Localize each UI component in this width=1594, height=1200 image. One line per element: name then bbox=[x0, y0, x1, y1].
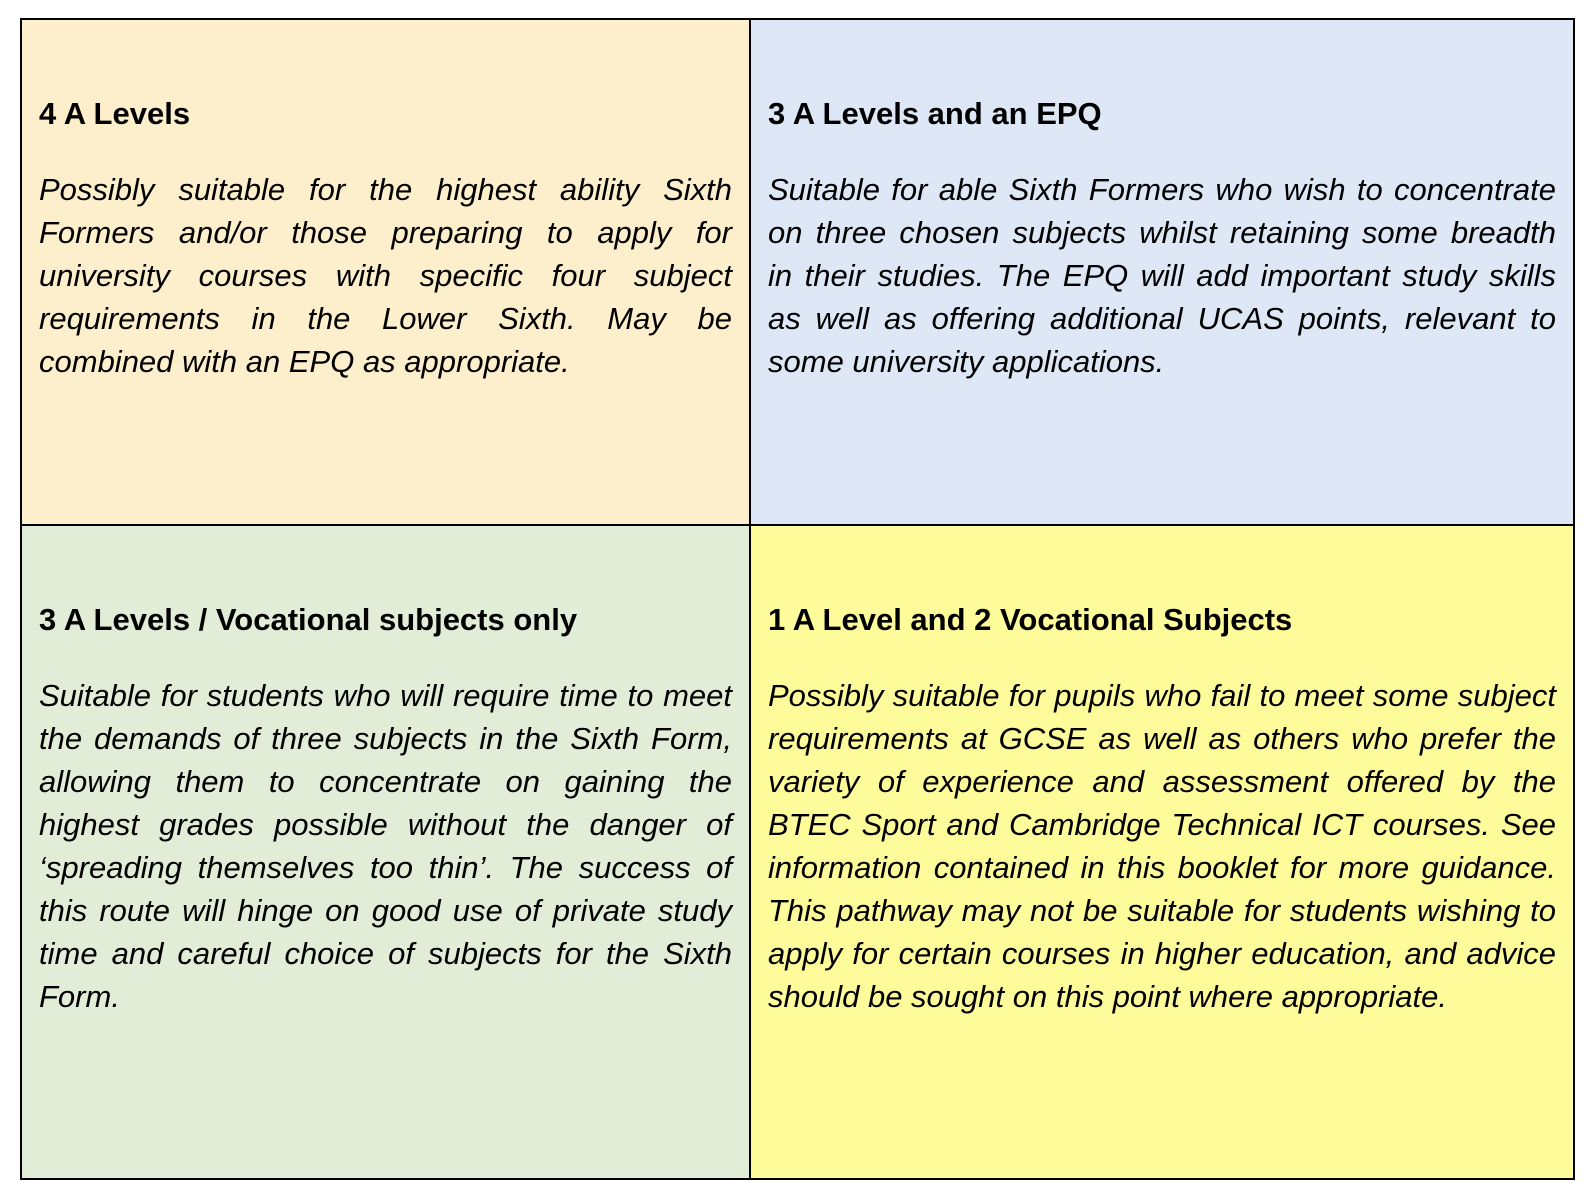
pathway-cell-1-a-level-2-vocational bbox=[751, 526, 1573, 1178]
pathway-title: 1 A Level and 2 Vocational Subjects bbox=[768, 602, 1293, 637]
pathways-table bbox=[20, 18, 1575, 1180]
pathway-title: 3 A Levels and an EPQ bbox=[768, 96, 1102, 131]
pathway-cell-4-a-levels bbox=[22, 20, 751, 526]
pathway-description: Possibly suitable for pupils who fail to meet some subject requirements at GCSE as well as others who prefer the variety of experience and assessment offered by the BTEC Sport and Cambridge Technical ICT courses. See information contained in this booklet for more guidance. This pathway may not be suitable for students wishing to apply for certain courses in higher education, and advice should be sought on this point where appropriate. bbox=[768, 678, 1556, 1014]
pathway-title: 4 A Levels bbox=[39, 96, 191, 131]
pathway-description: Suitable for able Sixth Formers who wish to concentrate on three chosen subjects whilst retaining some breadth in their studies. The EPQ will add important study skills as well as offering additional UCAS points, relevant to some university applications. bbox=[768, 172, 1556, 379]
pathway-cell-3-a-levels-epq bbox=[751, 20, 1573, 526]
pathway-title: 3 A Levels / Vocational subjects only bbox=[39, 602, 578, 637]
pathway-cell-3-a-levels-vocational bbox=[22, 526, 751, 1178]
pathway-description: Possibly suitable for the highest ability Sixth Formers and/or those preparing to apply for university courses with specific four subject requirements in the Lower Sixth. May be combined with an EPQ as appropriate. bbox=[39, 172, 732, 379]
pathway-description: Suitable for students who will require time to meet the demands of three subjects in the Sixth Form, allowing them to concentrate on gaining the highest grades possible without the danger of ‘spreading themselves too thin’. The success of this route will hinge on good use of private study time and careful choice of subjects for the Sixth Form. bbox=[39, 678, 732, 1014]
